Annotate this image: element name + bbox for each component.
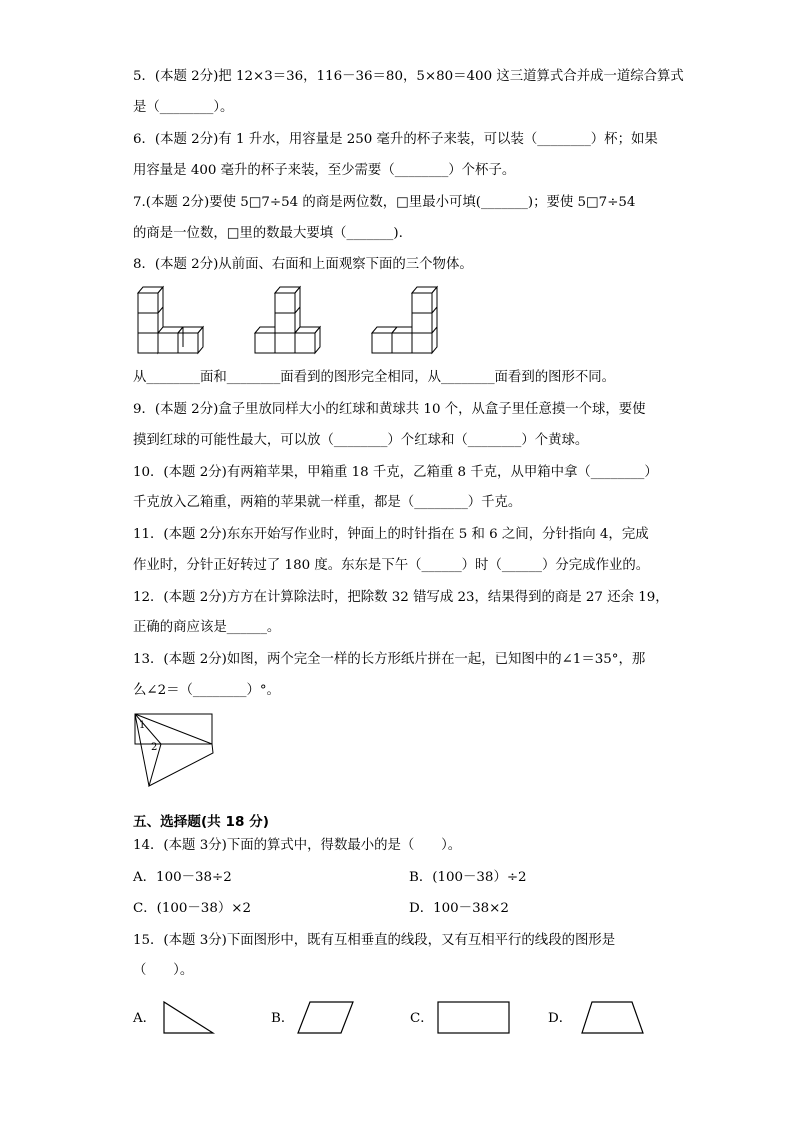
q14-stem: 14．(本题 3分)下面的算式中，得数最小的是（ ）。	[133, 838, 462, 853]
q15-line2: （ ）。	[133, 963, 194, 978]
q15-option-c-label[interactable]: C．	[410, 1011, 434, 1026]
cube-figure-1	[138, 287, 203, 353]
q15-option-d-label[interactable]: D．	[548, 1011, 573, 1026]
parallelogram-shape	[296, 1000, 356, 1036]
cube-figures	[130, 282, 450, 358]
q14-option-b[interactable]: B．(100－38）÷2	[409, 870, 527, 885]
trapezoid-shape	[580, 1000, 646, 1036]
q10-line1: 10．(本题 2分)有两箱苹果，甲箱重 18 千克，乙箱重 8 千克，从甲箱中拿（________）	[133, 465, 658, 480]
q7-line1: 7.(本题 2分)要使 5□7÷54 的商是两位数，□里最小可填(_______)；要使 5□7÷54	[133, 195, 636, 210]
q6-line1: 6．(本题 2分)有 1 升水，用容量是 250 毫升的杯子来装，可以装（________）杯；如果	[133, 132, 658, 147]
q15-option-b-label[interactable]: B．	[271, 1011, 295, 1026]
angle2-label: 2	[151, 742, 158, 753]
q15-option-a-label[interactable]: A．	[133, 1011, 157, 1026]
q5-line1: 5．(本题 2分)把 12×3＝36，116－36＝80，5×80＝400 这三道算式合并成一道综合算式	[133, 69, 684, 84]
section-header-choice: 五、选择题(共 18 分)	[133, 814, 269, 830]
q7-line2: 的商是一位数，□里的数最大要填（_______).	[133, 226, 403, 241]
q14-option-a[interactable]: A．100－38÷2	[133, 870, 232, 885]
cube-figure-2	[255, 287, 320, 353]
folded-rectangles-figure	[128, 708, 228, 790]
q6-line2: 用容量是 400 毫升的杯子来装，至少需要（________）个杯子。	[133, 163, 516, 178]
right-triangle-shape	[162, 1000, 216, 1036]
q14-option-d[interactable]: D．100－38×2	[409, 901, 509, 916]
q11-line1: 11．(本题 2分)东东开始写作业时，钟面上的时针指在 5 和 6 之间，分针指向 4，完成	[133, 527, 649, 542]
angle1-label: 1	[139, 720, 146, 731]
q11-line2: 作业时，分针正好转过了 180 度。东东是下午（______）时（______）分完成作业的。	[133, 558, 650, 573]
q13-line2: 么∠2＝（________）°。	[133, 683, 280, 698]
q8-line2: 从________面和________面看到的图形完全相同，从________面看到的图形不同。	[133, 370, 616, 385]
q14-option-c[interactable]: C．(100－38）×2	[133, 901, 251, 916]
q12-line1: 12．(本题 2分)方方在计算除法时，把除数 32 错写成 23，结果得到的商是 27 还余 19，	[133, 590, 669, 605]
q5-line2: 是（________）。	[133, 100, 234, 115]
q15-line1: 15．(本题 3分)下面图形中，既有互相垂直的线段，又有互相平行的线段的图形是	[133, 933, 616, 948]
q13-line1: 13．(本题 2分)如图，两个完全一样的长方形纸片拼在一起，已知图中的∠1＝35°，那	[133, 652, 646, 667]
q8-line1: 8．(本题 2分)从前面、右面和上面观察下面的三个物体。	[133, 257, 473, 272]
q9-line1: 9．(本题 2分)盒子里放同样大小的红球和黄球共 10 个，从盒子里任意摸一个球，要使	[133, 402, 646, 417]
rectangle-shape	[436, 1000, 512, 1036]
q10-line2: 千克放入乙箱重，两箱的苹果就一样重，都是（________）千克。	[133, 495, 522, 510]
q12-line2: 正确的商应该是______。	[133, 620, 281, 635]
cube-figure-3	[372, 287, 437, 353]
q9-line2: 摸到红球的可能性最大，可以放（________）个红球和（________）个黄球。	[133, 433, 589, 448]
